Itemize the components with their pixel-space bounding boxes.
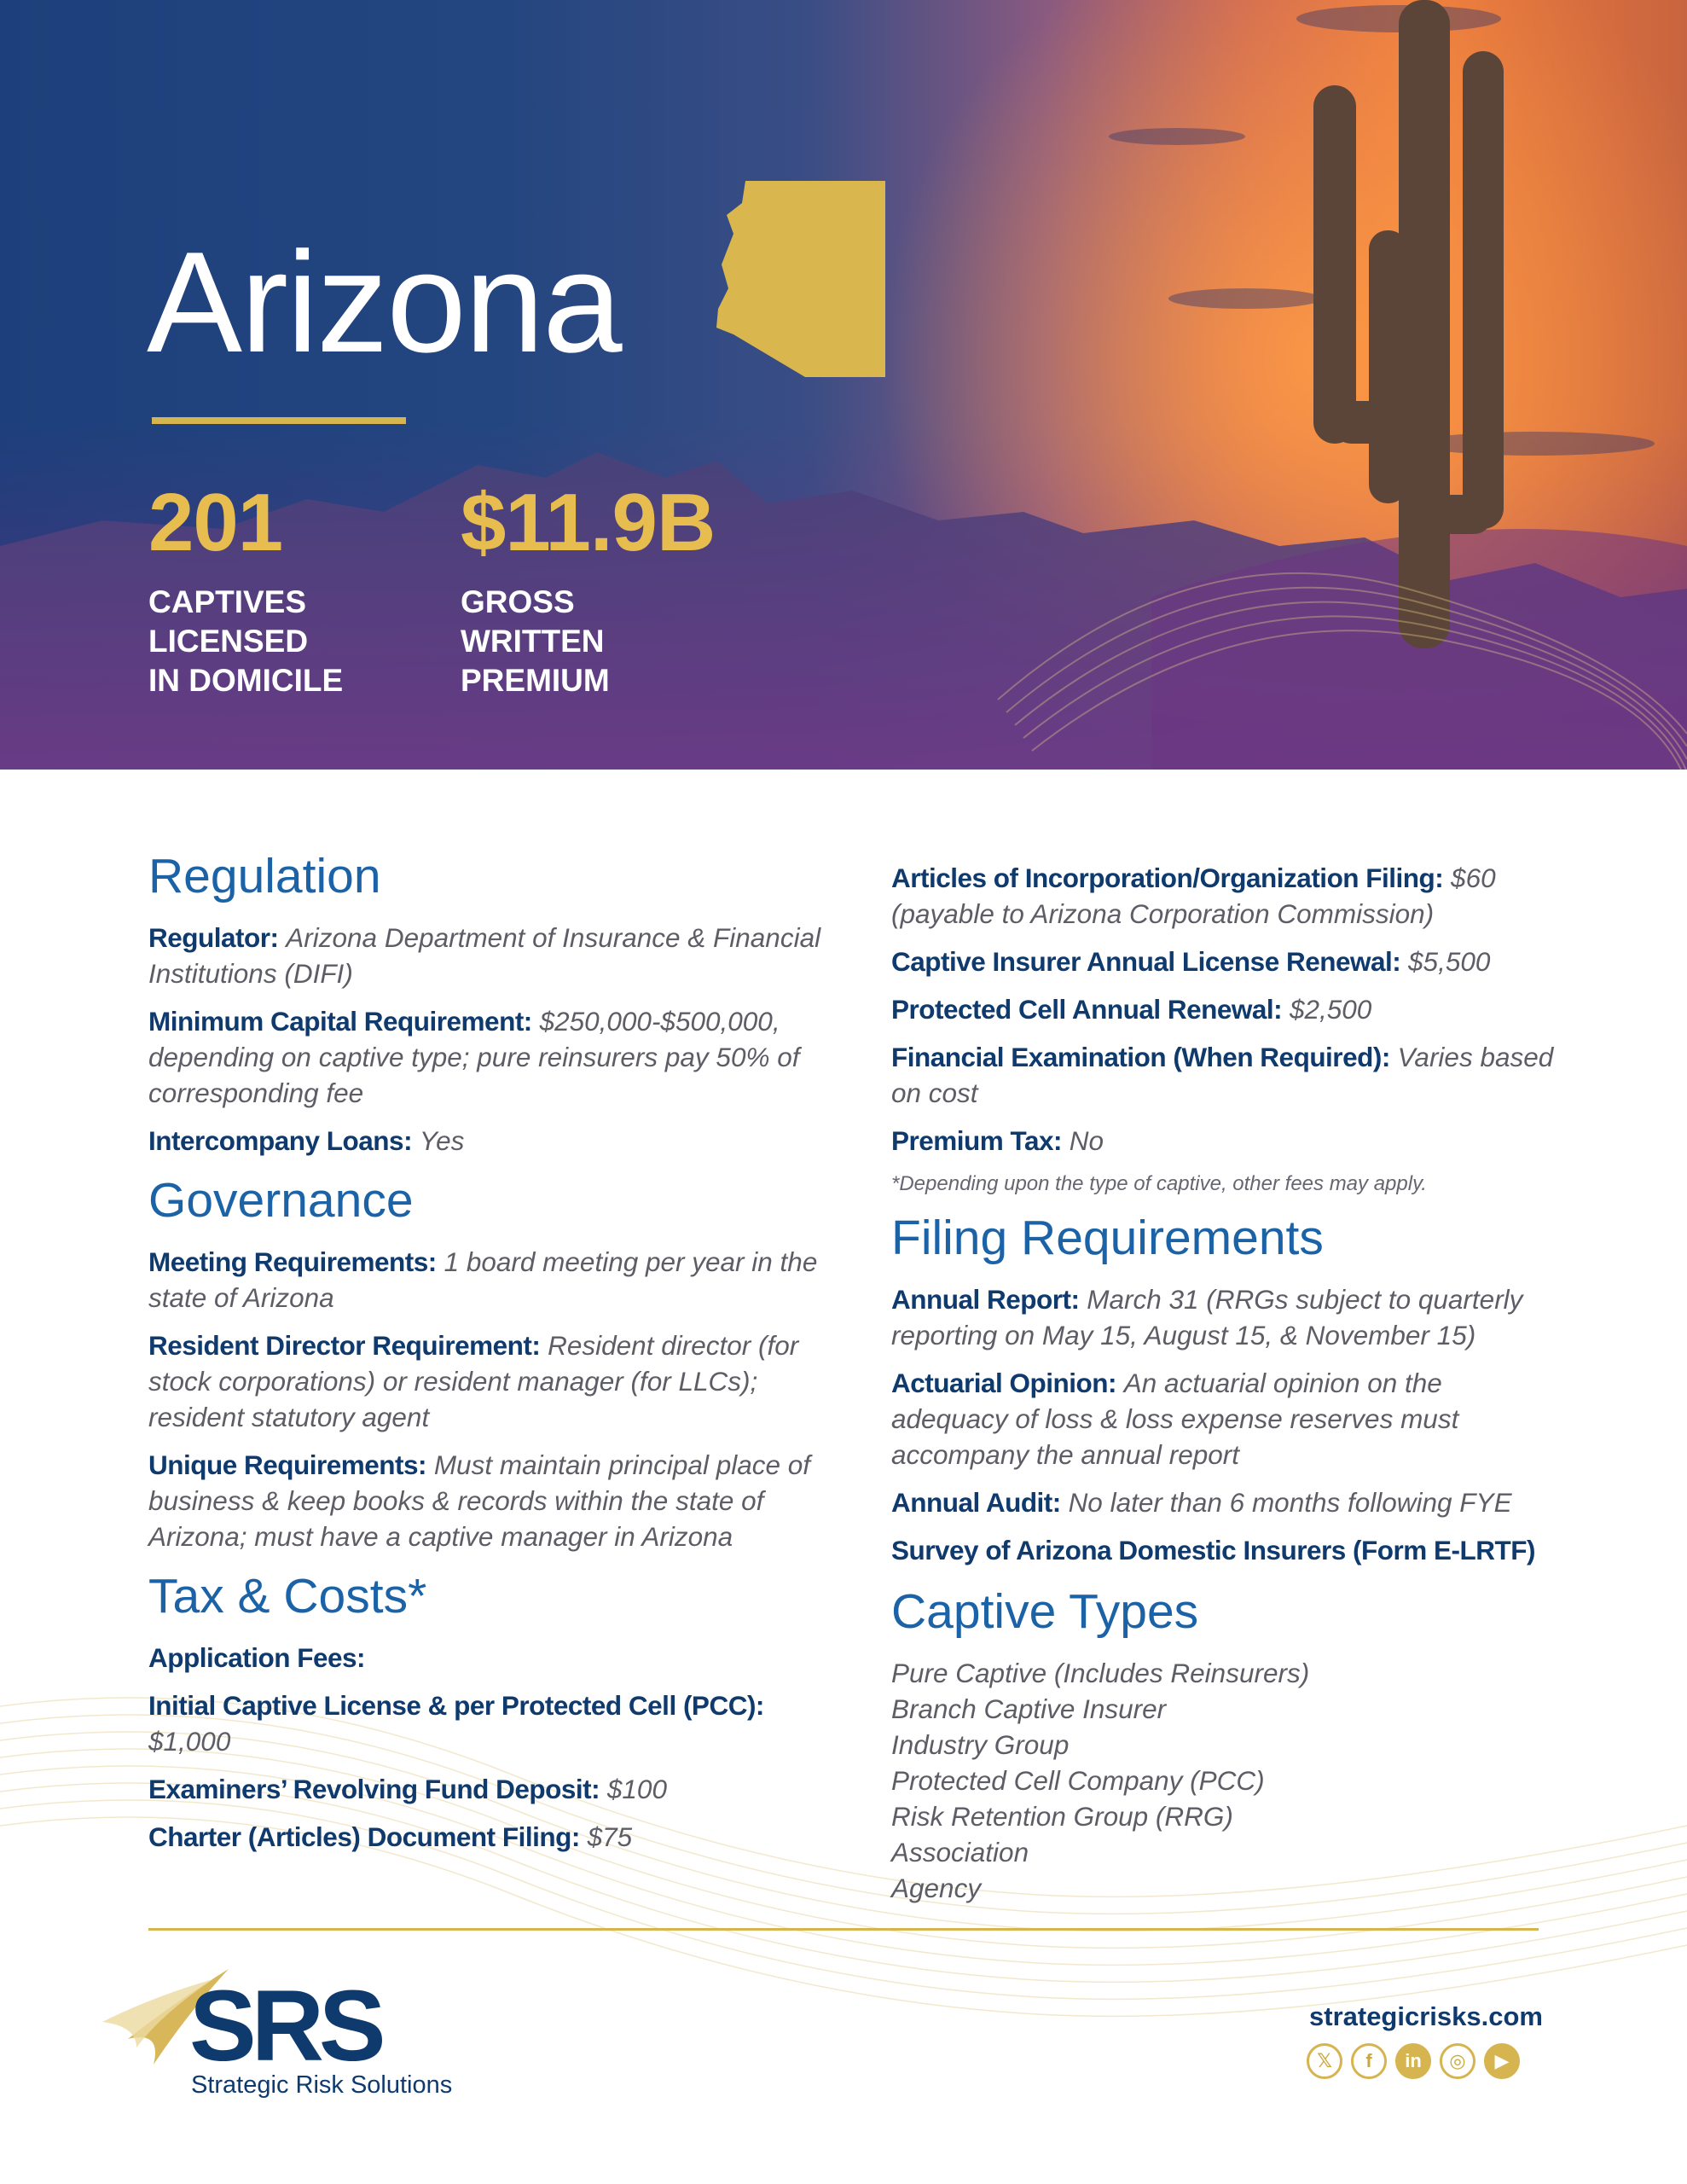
title-underline bbox=[152, 417, 406, 424]
instagram-icon[interactable]: ◎ bbox=[1440, 2043, 1475, 2079]
social-links bbox=[1307, 2043, 1520, 2082]
list-item: Agency bbox=[891, 1872, 982, 1903]
srs-logo bbox=[102, 1962, 495, 2107]
entry-premium-tax: Premium Tax: No bbox=[891, 1125, 1104, 1156]
entry-annual-audit: Annual Audit: No later than 6 months following FYE bbox=[891, 1486, 1512, 1518]
facebook-icon[interactable]: f bbox=[1351, 2043, 1387, 2079]
stat-premium bbox=[461, 477, 716, 700]
right-column bbox=[891, 860, 1565, 1906]
list-item: Pure Captive (Includes Reinsurers) bbox=[891, 1657, 1310, 1688]
section-title-captive-types: Captive Types bbox=[891, 1583, 1199, 1639]
section-title-governance: Governance bbox=[148, 1172, 414, 1228]
entry-resident-director: Resident Director Requirement: Resident director (for stock corporations) or resident manager (for LLCs); resident statutory agent bbox=[148, 1329, 799, 1432]
list-item: Industry Group bbox=[891, 1728, 1070, 1760]
linkedin-icon[interactable]: in bbox=[1395, 2043, 1431, 2079]
section-title-tax-costs: Tax & Costs* bbox=[148, 1568, 427, 1623]
stat-premium-label: GROSS WRITTEN PREMIUM bbox=[461, 584, 610, 698]
entry-intercompany-loans: Intercompany Loans: Yes bbox=[148, 1124, 465, 1156]
entry-annual-license-renewal: Captive Insurer Annual License Renewal: $5,500 bbox=[891, 946, 1491, 977]
section-title-filing-requirements: Filing Requirements bbox=[891, 1211, 1324, 1265]
website-link[interactable]: strategicrisks.com bbox=[1309, 2001, 1543, 2031]
section-title-regulation: Regulation bbox=[148, 849, 381, 903]
entry-meeting-requirements: Meeting Requirements: 1 board meeting per year in the state of Arizona bbox=[148, 1246, 818, 1313]
logo-subtitle: Strategic Risk Solutions bbox=[191, 2071, 453, 2099]
arizona-state-map-icon bbox=[716, 181, 885, 377]
hero-banner bbox=[0, 0, 1687, 770]
entry-financial-examination: Financial Examination (When Required): Varies based on cost bbox=[891, 1042, 1554, 1108]
stat-premium-value: $11.9B bbox=[461, 477, 716, 568]
captive-types-list bbox=[891, 1655, 1565, 1906]
entry-minimum-capital: Minimum Capital Requirement: $250,000-$500,000, depending on captive type; pure reinsurers pay 50% of corresponding fee bbox=[148, 1005, 800, 1108]
stat-captives-value: 201 bbox=[148, 477, 283, 568]
list-item: Risk Retention Group (RRG) bbox=[891, 1800, 1233, 1832]
list-item: Branch Captive Insurer bbox=[891, 1693, 1167, 1724]
entry-initial-license: Initial Captive License & per Protected Cell (PCC): $1,000 bbox=[148, 1689, 764, 1757]
x-icon[interactable]: 𝕏 bbox=[1307, 2043, 1342, 2079]
entry-articles-filing: Articles of Incorporation/Organization Filing: $60 (payable to Arizona Corporation Commission) bbox=[891, 863, 1496, 929]
entry-survey-form: Survey of Arizona Domestic Insurers (Form E-LRTF) bbox=[891, 1534, 1535, 1565]
entry-application-fees: Application Fees: bbox=[148, 1641, 366, 1673]
entry-annual-report: Annual Report: March 31 (RRGs subject to quarterly reporting on May 15, August 15, & November 15) bbox=[891, 1283, 1523, 1350]
fees-footnote: *Depending upon the type of captive, other fees may apply. bbox=[891, 1172, 1427, 1195]
entry-regulator: Regulator: Arizona Department of Insurance & Financial Institutions (DIFI) bbox=[148, 921, 821, 989]
list-item: Association bbox=[891, 1836, 1029, 1867]
entry-charter-filing: Charter (Articles) Document Filing: $75 bbox=[148, 1821, 633, 1852]
footer-divider bbox=[148, 1928, 1539, 1931]
logo-wordmark: SRS bbox=[189, 1970, 381, 2082]
youtube-icon[interactable]: ▶ bbox=[1484, 2043, 1520, 2079]
stat-captives-label: CAPTIVES LICENSED IN DOMICILE bbox=[148, 584, 344, 698]
entry-examiners-deposit: Examiners’ Revolving Fund Deposit: $100 bbox=[148, 1773, 667, 1804]
entry-unique-requirements: Unique Requirements: Must maintain principal place of business & keep books & records within the state of Arizona; must have a captive manager in Arizona bbox=[148, 1449, 811, 1552]
list-item: Protected Cell Company (PCC) bbox=[891, 1764, 1265, 1796]
entry-protected-cell-renewal: Protected Cell Annual Renewal: $2,500 bbox=[891, 994, 1372, 1025]
entry-actuarial-opinion: Actuarial Opinion: An actuarial opinion on the adequacy of loss & loss expense reserves must accompany the annual report bbox=[891, 1367, 1459, 1470]
left-column bbox=[148, 851, 831, 1867]
stat-captives bbox=[148, 477, 344, 700]
page-title: Arizona bbox=[147, 222, 621, 382]
